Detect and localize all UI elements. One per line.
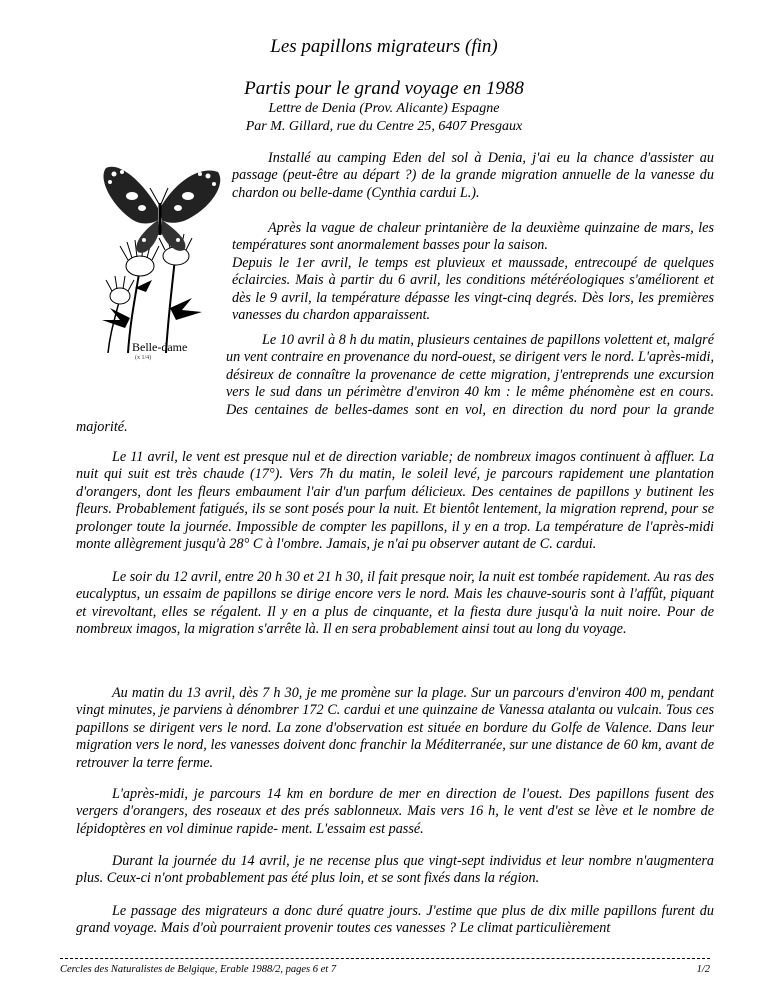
figure-scale: (x 1/4) bbox=[135, 355, 152, 361]
paragraph: Après la vague de chaleur printanière de la deuxième quinzaine de mars, les températures sont anormalement basses pour la saison. Depuis le 1er avril, le temps est pluvieux et maussade, entrecoupé de quelques éclaircies. Mais à partir du 6 avril, les conditions météréologiques s'améliorent et dès le 9 avril, la température dépasse les vingt-cinq degrés. Dès lors, les premières vanesses du chardon apparaissent. bbox=[232, 220, 714, 324]
author-line: Par M. Gillard, rue du Centre 25, 6407 Presgaux bbox=[245, 119, 523, 134]
page-number: 1/2 bbox=[696, 964, 710, 975]
article-subtitle: Partis pour le grand voyage en 1988 bbox=[244, 78, 524, 99]
paragraph: L'après-midi, je parcours 14 km en bordure de mer en direction de l'ouest. Des papillons fusent des vergers d'orangers, des roseaux et des prés sablonneux. Mais vers 16 h, le vent d'est se lève et le nombre de lépidoptères en vol diminue rapide- ment. L'essaim est passé. bbox=[76, 786, 714, 837]
footer-divider bbox=[60, 958, 710, 959]
paragraph: Installé au camping Eden del sol à Denia, j'ai eu la chance d'assister au passage (peut-être au départ ?) de la grande migration annuelle de la vanesse du chardon ou belle-dame (Cynthia cardui L.). bbox=[232, 150, 714, 201]
paragraph: Le passage des migrateurs a donc duré quatre jours. J'estime que plus de dix mille papillons furent du grand voyage. Mais d'où pourraient provenir toutes ces vanesses ? Le climat particulièrement bbox=[76, 903, 714, 937]
paragraph: Le soir du 12 avril, entre 20 h 30 et 21 h 30, il fait presque noir, la nuit est tombée rapidement. Au ras des eucalyptus, un essaim de papillons se dirige encore vers le nord. Mais les chauve-souris sont à l'affût, piquant et virevoltant, elles se régalent. Il y en a plus de cinquante, et la fiesta dure jusqu'à la nuit noire. Pour de nombreux imagos, la migration s'arrête là. Il en sera probablement ainsi tout au long du voyage. bbox=[76, 569, 714, 638]
paragraph: Le 11 avril, le vent est presque nul et de direction variable; de nombreux imagos continuent à affluer. La nuit qui suit est très chaude (17°). Vers 7h du matin, le soleil levé, je parcours rapidement une plantation d'orangers, dont les fleurs embaument l'air d'un parfum délicieux. Des centaines de papillons y butinent les fleurs. Probablement fatigués, ils se sont posés pour la nuit. Et bientôt lentement, la migration reprend, pour se prolonger toute la journée. Impossible de compter les papillons, il y en a trop. La température de l'après-midi monte allègrement jusqu'à 28° C à l'ombre. Jamais, je n'ai pu observer autant de C. cardui. bbox=[76, 449, 714, 553]
paragraph: Durant la journée du 14 avril, je ne recense plus que vingt-sept individus et leur nombre n'augmentera plus. Ceux-ci n'ont probablement pas été plus loin, et se sont fixés dans la région. bbox=[76, 853, 714, 887]
figure-caption: Belle-dame bbox=[132, 340, 188, 354]
footer-source: Cercles des Naturalistes de Belgique, Erable 1988/2, pages 6 et 7 bbox=[60, 964, 337, 975]
paragraph: Le 10 avril à 8 h du matin, plusieurs centaines de papillons volettent et, malgré un vent contraire en provenance du nord-ouest, se dirigent vers le nord. L'après-midi, désireux de connaître la provenance de cette migration, j'entreprends une excursion vers le sud dans un périmètre d'environ 40 km : le même phénomène est en cours. Des centaines de belles-dames sont en vol, en direction du nord pour la grande majorité. bbox=[76, 332, 714, 436]
letter-origin: Lettre de Denia (Prov. Alicante) Espagne bbox=[268, 101, 500, 116]
butterfly-on-thistle-icon bbox=[80, 148, 230, 353]
paragraph: Au matin du 13 avril, dès 7 h 30, je me promène sur la plage. Sur un parcours d'environ 400 m, pendant vingt minutes, je parviens à dénombrer 172 C. cardui et une quinzaine de Vanessa atalanta ou vulcain. Tous ces papillons se dirigent vers le nord. La zone d'observation est située en bordure du Golfe de Valence. Dans leur migration vers le nord, les vanesses doivent donc franchir la Méditerranée, sur une distance de 60 km, avant de retrouver la terre ferme. bbox=[76, 685, 714, 771]
page-title: Les papillons migrateurs (fin) bbox=[270, 36, 498, 57]
